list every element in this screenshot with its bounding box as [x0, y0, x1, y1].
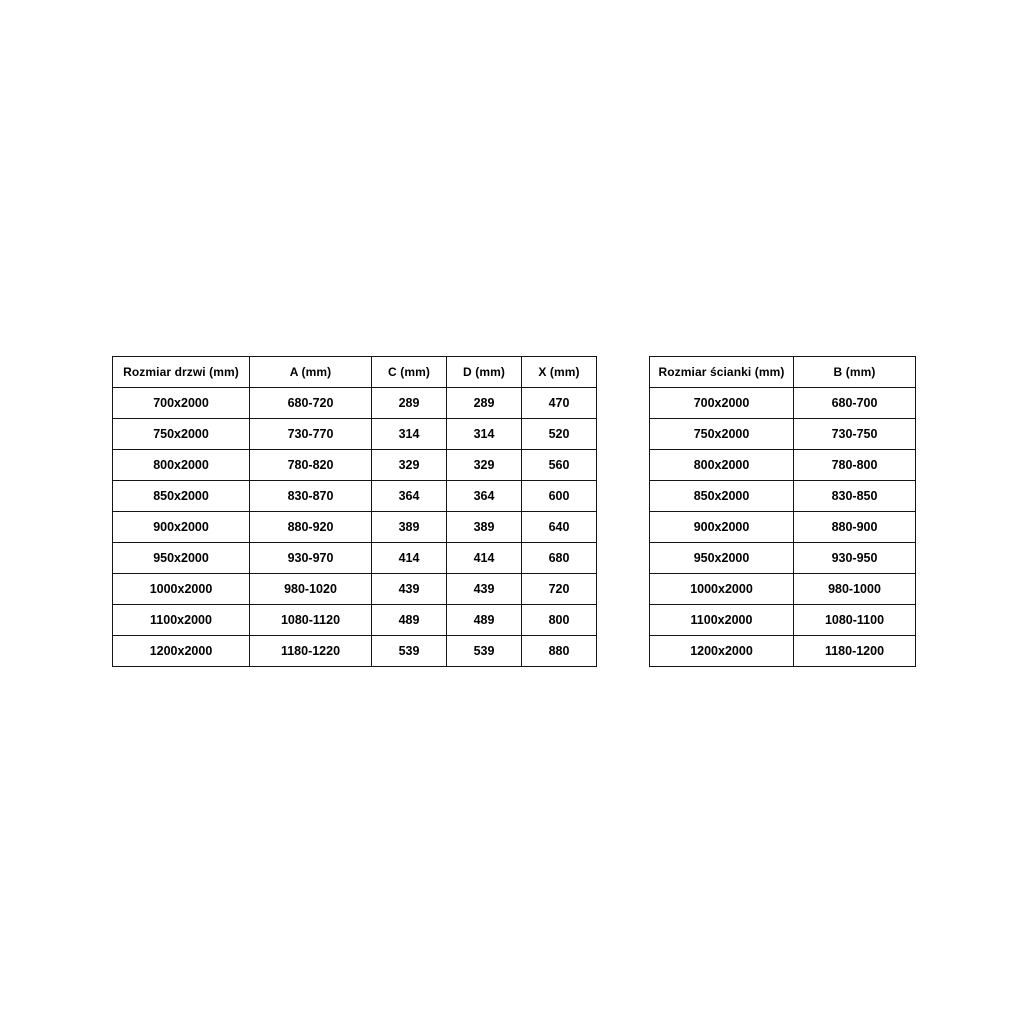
table-row — [113, 543, 597, 574]
cell-a: 780-820 — [250, 450, 372, 481]
column-header-x: X (mm) — [522, 357, 597, 388]
cell-d: 414 — [447, 543, 522, 574]
cell-door-size: 1000x2000 — [113, 574, 250, 605]
cell-a: 980-1020 — [250, 574, 372, 605]
cell-a: 930-970 — [250, 543, 372, 574]
cell-wall-size: 850x2000 — [650, 481, 794, 512]
cell-x: 720 — [522, 574, 597, 605]
cell-b: 1080-1100 — [794, 605, 916, 636]
table-row — [650, 543, 916, 574]
table-row — [113, 574, 597, 605]
table-row — [650, 636, 916, 667]
cell-a: 1180-1220 — [250, 636, 372, 667]
cell-d: 489 — [447, 605, 522, 636]
cell-door-size: 950x2000 — [113, 543, 250, 574]
wall-size-table — [649, 356, 916, 667]
cell-b: 680-700 — [794, 388, 916, 419]
cell-b: 930-950 — [794, 543, 916, 574]
column-header-c: C (mm) — [372, 357, 447, 388]
cell-a: 680-720 — [250, 388, 372, 419]
cell-wall-size: 1200x2000 — [650, 636, 794, 667]
cell-door-size: 700x2000 — [113, 388, 250, 419]
column-header-door-size: Rozmiar drzwi (mm) — [113, 357, 250, 388]
table-row — [113, 605, 597, 636]
cell-x: 470 — [522, 388, 597, 419]
cell-c: 439 — [372, 574, 447, 605]
cell-x: 600 — [522, 481, 597, 512]
cell-d: 314 — [447, 419, 522, 450]
cell-x: 800 — [522, 605, 597, 636]
cell-x: 680 — [522, 543, 597, 574]
cell-a: 830-870 — [250, 481, 372, 512]
cell-wall-size: 800x2000 — [650, 450, 794, 481]
cell-b: 730-750 — [794, 419, 916, 450]
cell-d: 389 — [447, 512, 522, 543]
cell-c: 364 — [372, 481, 447, 512]
cell-door-size: 800x2000 — [113, 450, 250, 481]
cell-door-size: 1100x2000 — [113, 605, 250, 636]
cell-x: 560 — [522, 450, 597, 481]
cell-d: 329 — [447, 450, 522, 481]
cell-b: 830-850 — [794, 481, 916, 512]
cell-x: 520 — [522, 419, 597, 450]
table-row — [113, 388, 597, 419]
cell-c: 489 — [372, 605, 447, 636]
table-row — [650, 605, 916, 636]
cell-wall-size: 750x2000 — [650, 419, 794, 450]
cell-c: 539 — [372, 636, 447, 667]
cell-d: 439 — [447, 574, 522, 605]
cell-door-size: 750x2000 — [113, 419, 250, 450]
cell-c: 289 — [372, 388, 447, 419]
table-row — [650, 574, 916, 605]
column-header-wall-size: Rozmiar ścianki (mm) — [650, 357, 794, 388]
wall-size-table-wrap — [649, 356, 916, 667]
tables-container — [0, 356, 1024, 667]
cell-b: 980-1000 — [794, 574, 916, 605]
table-row — [113, 419, 597, 450]
table-row — [650, 419, 916, 450]
table-row — [113, 450, 597, 481]
table-header-row — [113, 357, 597, 388]
cell-c: 414 — [372, 543, 447, 574]
cell-wall-size: 1000x2000 — [650, 574, 794, 605]
cell-c: 389 — [372, 512, 447, 543]
cell-c: 329 — [372, 450, 447, 481]
table-row — [650, 512, 916, 543]
cell-x: 640 — [522, 512, 597, 543]
table-row — [113, 512, 597, 543]
cell-d: 364 — [447, 481, 522, 512]
table-row — [113, 636, 597, 667]
cell-a: 730-770 — [250, 419, 372, 450]
cell-x: 880 — [522, 636, 597, 667]
door-size-table-wrap — [112, 356, 597, 667]
cell-a: 880-920 — [250, 512, 372, 543]
table-header-row — [650, 357, 916, 388]
cell-b: 880-900 — [794, 512, 916, 543]
cell-c: 314 — [372, 419, 447, 450]
cell-d: 289 — [447, 388, 522, 419]
column-header-d: D (mm) — [447, 357, 522, 388]
cell-a: 1080-1120 — [250, 605, 372, 636]
column-header-b: B (mm) — [794, 357, 916, 388]
door-size-table — [112, 356, 597, 667]
cell-b: 1180-1200 — [794, 636, 916, 667]
column-header-a: A (mm) — [250, 357, 372, 388]
cell-door-size: 850x2000 — [113, 481, 250, 512]
table-row — [650, 481, 916, 512]
cell-wall-size: 900x2000 — [650, 512, 794, 543]
cell-door-size: 900x2000 — [113, 512, 250, 543]
cell-wall-size: 1100x2000 — [650, 605, 794, 636]
cell-d: 539 — [447, 636, 522, 667]
table-row — [650, 450, 916, 481]
table-row — [113, 481, 597, 512]
table-row — [650, 388, 916, 419]
cell-wall-size: 950x2000 — [650, 543, 794, 574]
cell-b: 780-800 — [794, 450, 916, 481]
cell-wall-size: 700x2000 — [650, 388, 794, 419]
cell-door-size: 1200x2000 — [113, 636, 250, 667]
